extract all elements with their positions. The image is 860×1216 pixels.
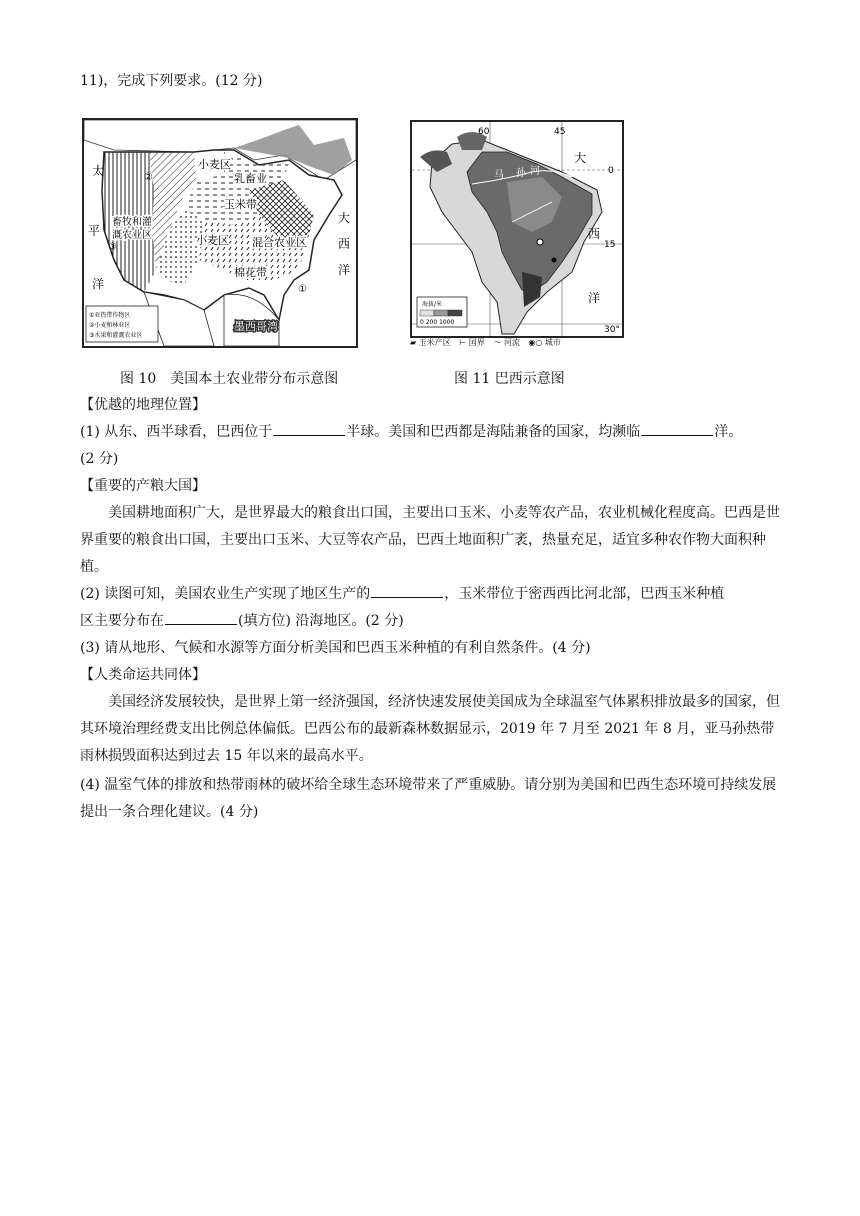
question-2-line-1: [80, 583, 780, 605]
amazon-label-1: 马: [494, 170, 504, 181]
border-legend-icon: ⊢: [459, 338, 467, 347]
corn-belt-label: 玉米带: [224, 198, 257, 211]
amazon-label-2: 孙: [516, 168, 526, 179]
gulf-of-mexico-label: 墨西哥湾: [234, 320, 278, 333]
q1-blank-2[interactable]: [641, 421, 713, 436]
brazil-legend-river: 河流: [503, 338, 520, 347]
intro-line: 11)，完成下列要求。(12 分): [80, 73, 263, 89]
question-4: (4) 温室气体的排放和热带雨林的破坏给全球生态环境带来了严重威胁。请分别为美国和巴西生态环境可持续发展提出一条合理化建议。(4 分): [80, 777, 777, 820]
figure11-caption: 图 11 巴西示意图: [454, 371, 565, 387]
brazil-map: [410, 120, 624, 338]
river-legend-icon: ～: [493, 338, 502, 347]
grazing-label-1: 畜牧和灌: [112, 217, 152, 228]
pacific-label-2: 平: [88, 224, 101, 238]
atlantic-label-1: 大: [338, 211, 351, 225]
elevation-legend-title: 海拔/米: [422, 301, 443, 308]
lat-0-label: 0: [608, 166, 614, 176]
mixed-farming-label: 混合农业区: [252, 236, 307, 249]
figure10-caption: 图 10 美国本土农业带分布示意图: [120, 371, 339, 387]
q1-text-b: 半球。美国和巴西都是海陆兼备的国家，均濒临: [346, 424, 641, 440]
lat-15-label: 15: [604, 240, 616, 250]
brazil-ocean-label-3: 洋: [588, 291, 601, 305]
us-legend-item-3: ③水果和灌溉农业区: [89, 332, 143, 339]
lon-45-label: 45: [554, 127, 566, 137]
cotton-belt-label: 棉花带: [234, 266, 267, 279]
q2-blank-1[interactable]: [371, 583, 443, 598]
amazon-label-3: 河: [530, 166, 540, 177]
pacific-label-1: 太: [92, 164, 105, 178]
question-3: (3) 请从地形、气候和水源等方面分析美国和巴西玉米种植的有利自然条件。(4 分): [80, 640, 591, 656]
us-map-svg: [84, 120, 356, 346]
section2-title: 【重要的产粮大国】: [80, 478, 206, 494]
pacific-label-3: 洋: [92, 277, 105, 291]
brazil-legend-border: 国界: [468, 338, 485, 347]
corn-area-legend-icon: ▰: [410, 338, 417, 347]
question-2-line-2: [80, 610, 780, 632]
q1-blank-1[interactable]: [273, 421, 345, 436]
q2-text-d: (填方位) 沿海地区。(2 分): [238, 613, 404, 629]
us-legend-item-1: ①亚热带作物区: [89, 312, 131, 319]
q1-text-c: 洋。: [714, 424, 743, 440]
section1-title: 【优越的地理位置】: [80, 397, 206, 413]
section3-paragraph-text: 美国经济发展较快，是世界上第一经济强国，经济快速发展使美国成为全球温室气体累积排放最多的国家，但其环境治理经费支出比例总体偏低。巴西公布的最新森林数据显示，2019 年 7 月至 2021 年 8 月，亚马孙热带雨林损毁面积达到过去 15 年以来的最高水平。: [80, 694, 780, 764]
section2-paragraph: [80, 500, 785, 581]
wheat-region-label: 小麦区: [198, 158, 231, 171]
dairy-region-label: 乳畜业: [234, 172, 267, 185]
question-1: [80, 421, 780, 443]
q2-text-a: (2) 读图可知，美国农业生产实现了地区生产的: [80, 586, 371, 602]
brazil-legend-city: 城市: [544, 338, 561, 347]
section2-paragraph-text: 美国耕地面积广大，是世界最大的粮食出口国，主要出口玉米、小麦等农产品，农业机械化程度高。巴西是世界重要的粮食出口国，主要出口玉米、大豆等农产品，巴西土地面积广袤，热量充足，适宜多种农作物大面积种植。: [80, 505, 780, 575]
q2-text-c: 区主要分布在: [80, 613, 164, 629]
section3-title: 【人类命运共同体】: [80, 667, 206, 683]
lon-60-label: 60: [478, 127, 490, 137]
brazil-map-svg: [412, 122, 622, 336]
brazil-ocean-label-2: 西: [588, 227, 601, 241]
region-marker-1: ①: [298, 284, 307, 295]
wheat-region-2-label: 小麦区: [196, 234, 229, 247]
grazing-label-2: 溉农业区: [112, 230, 152, 241]
brazil-ocean-label-1: 大: [574, 151, 587, 165]
q1-score: (2 分): [80, 451, 119, 467]
q1-text-a: (1) 从东、西半球看，巴西位于: [80, 424, 273, 440]
atlantic-label-2: 西: [338, 237, 351, 251]
elevation-legend-ticks: 0 200 1000: [420, 319, 455, 326]
us-legend-item-2: ②小麦和林业区: [89, 322, 131, 329]
lat-30-label: 30°: [604, 325, 620, 335]
us-agriculture-map: [82, 118, 358, 348]
section3-paragraph: [80, 689, 785, 770]
region-marker-3: ③: [108, 242, 117, 253]
region-marker-2: ②: [144, 172, 153, 183]
q2-text-b: ，玉米带位于密西西比河北部，巴西玉米种植: [444, 586, 725, 602]
brazil-legend-row: [410, 337, 620, 351]
q2-blank-2[interactable]: [165, 610, 237, 625]
atlantic-label-3: 洋: [338, 263, 351, 277]
brazil-legend-corn: 玉米产区: [418, 338, 451, 347]
city-legend-icon: ◉○: [528, 338, 543, 347]
